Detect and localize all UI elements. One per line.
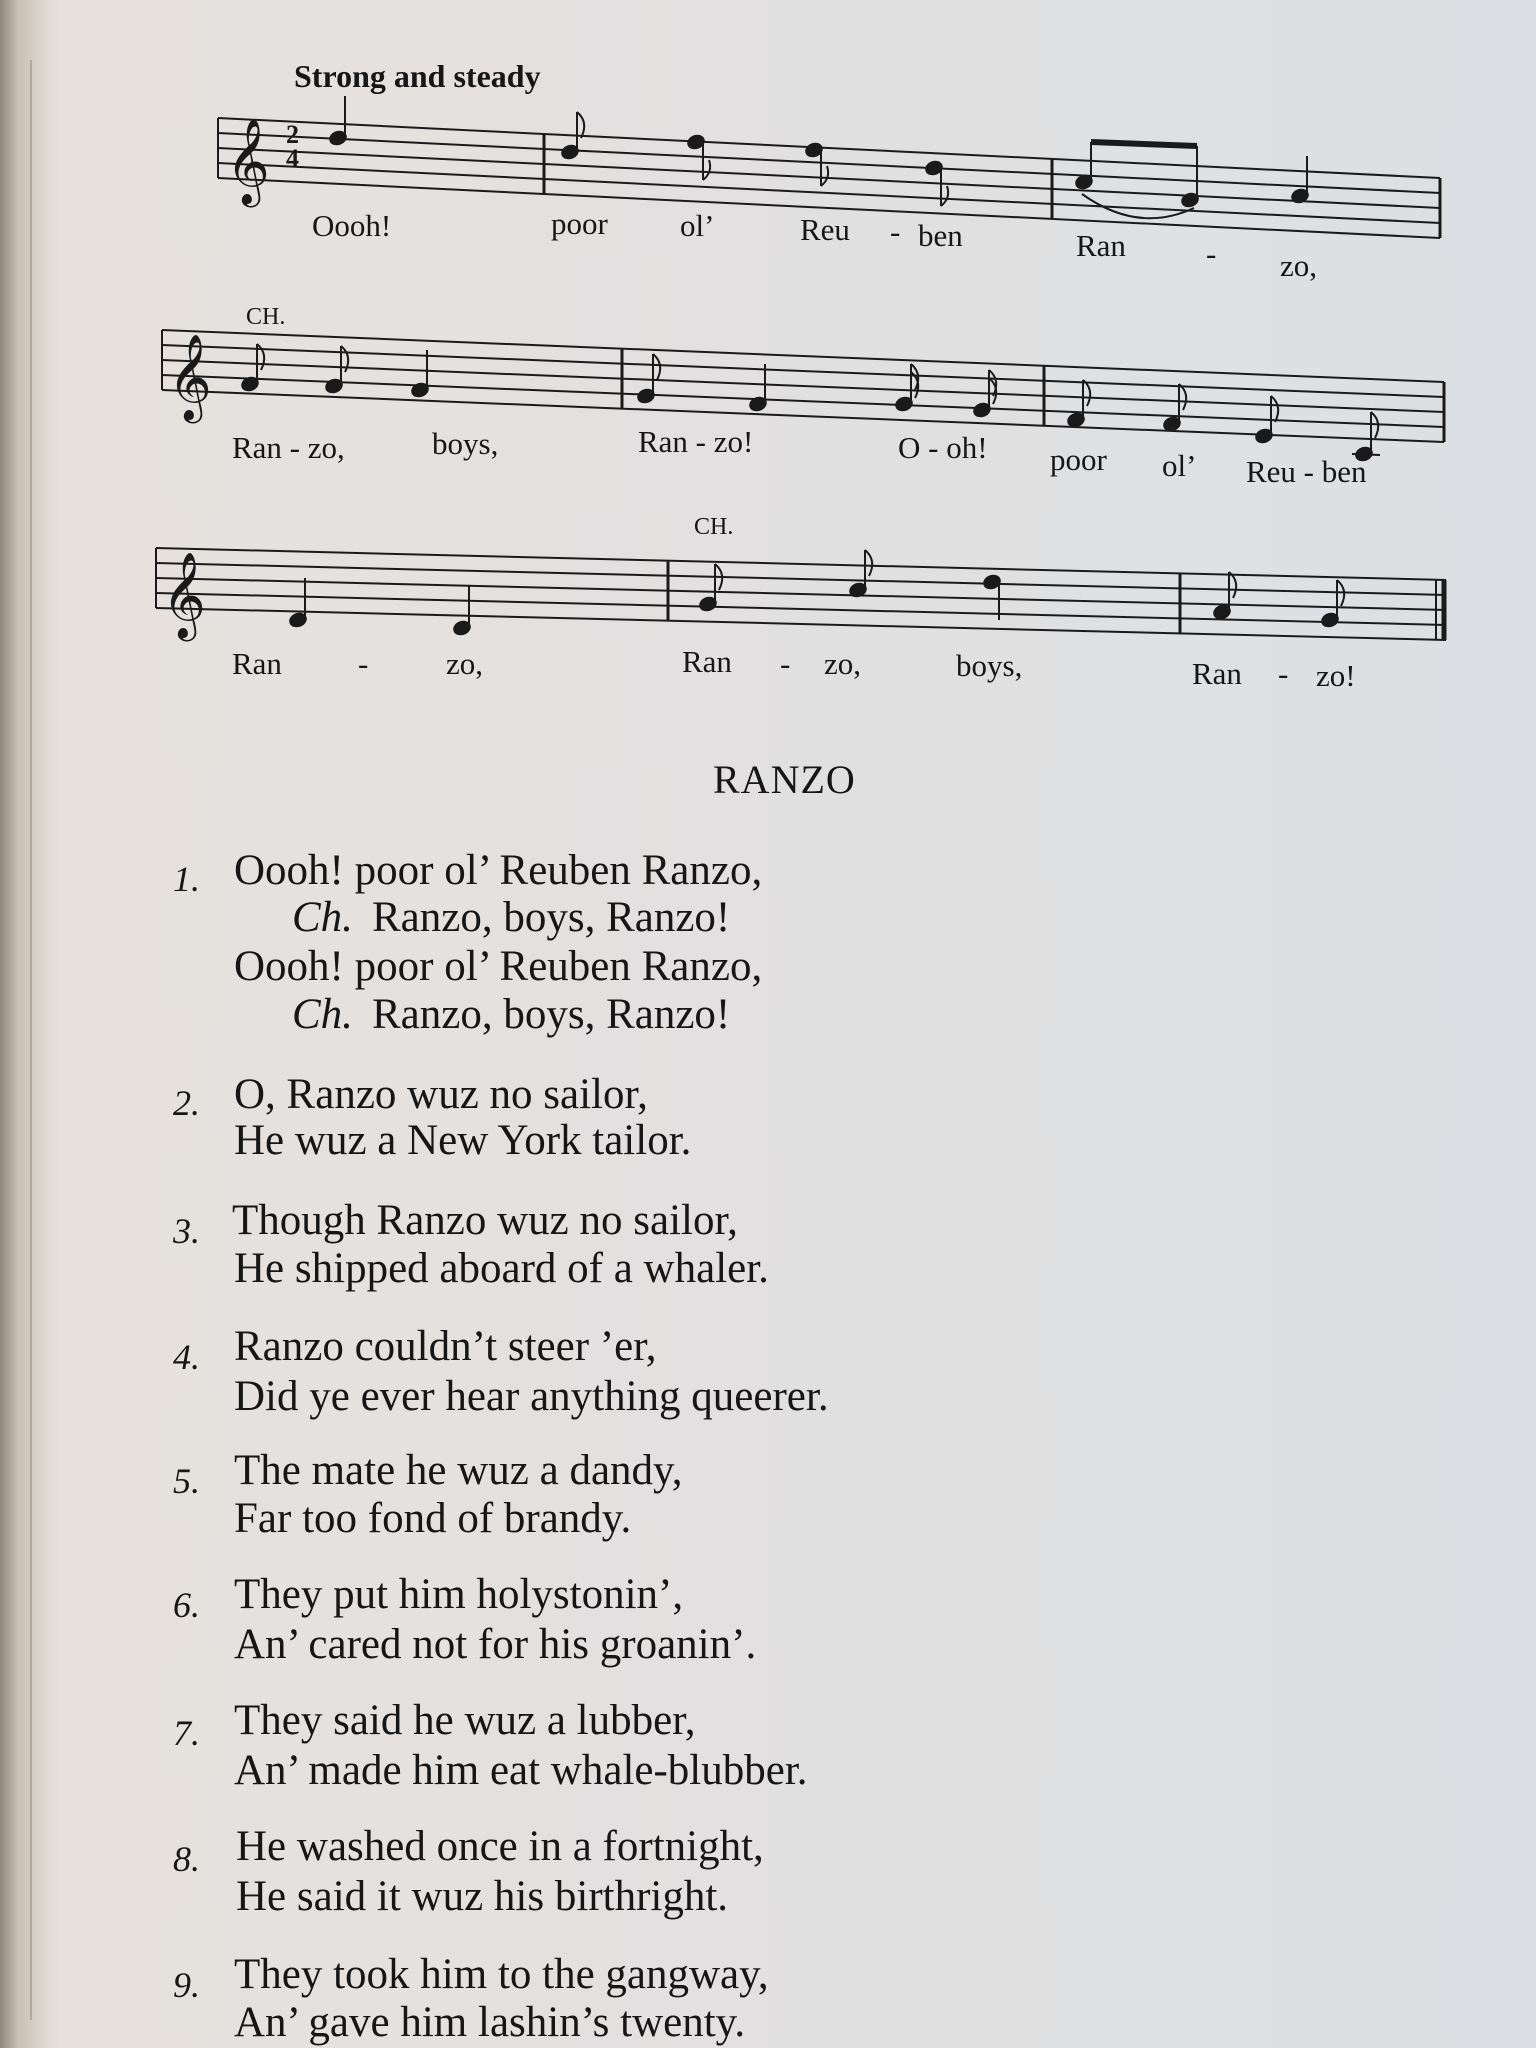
lyric-syllable: ol’ [680, 208, 715, 243]
lyric-syllable: zo, [446, 646, 484, 681]
lyric-syllable: ol’ [1162, 448, 1197, 483]
lyric-syllable: - [780, 646, 791, 681]
treble-clef-icon: 𝄞 [168, 334, 212, 420]
verse-line: Did ye ever hear anything queerer. [234, 1373, 829, 1420]
verse-number: 4. [173, 1337, 200, 1377]
verse-number: 5. [173, 1461, 200, 1501]
verse-line: He said it wuz his birthright. [236, 1873, 729, 1920]
verse-line: Though Ranzo wuz no sailor, [232, 1197, 738, 1244]
lyric-syllable: zo, [824, 646, 862, 681]
verse-line: O, Ranzo wuz no sailor, [234, 1071, 648, 1118]
lyric-syllable: zo! [1316, 658, 1356, 693]
verse-line: They put him holystonin’, [234, 1571, 684, 1618]
lyric-syllable: poor [551, 206, 608, 241]
verse-number: 7. [173, 1713, 200, 1753]
chorus-prefix [292, 893, 353, 942]
verse-number: 6. [173, 1585, 200, 1625]
tempo-marking: Strong and steady [294, 58, 541, 94]
treble-clef-icon: 𝄞 [226, 118, 270, 204]
lyric-syllable: - [358, 646, 369, 681]
chorus-mark: CH. [694, 514, 734, 540]
time-signature-top: 2 [286, 120, 299, 149]
lyric-syllable: Ran - zo, [232, 430, 345, 465]
lyric-syllable: Ran - zo! [638, 424, 754, 459]
lyric-syllable: boys, [956, 648, 1023, 683]
verse-line: They said he wuz a lubber, [234, 1697, 696, 1744]
lyric-syllable: - [1206, 236, 1217, 271]
treble-clef-icon: 𝄞 [162, 552, 206, 638]
lyric-syllable: Ran [232, 646, 282, 681]
verse-line: He wuz a New York tailor. [234, 1117, 692, 1164]
lyric-syllable: Oooh! [312, 208, 392, 243]
lyric-syllable: zo, [1280, 248, 1318, 283]
lyric-syllable: - [890, 214, 901, 249]
verse-line: Oooh! poor ol’ Reuben Ranzo, [234, 847, 763, 894]
verse-line: He shipped aboard of a whaler. [234, 1245, 769, 1292]
lyric-syllable: Ran [1076, 228, 1126, 263]
verse-number: 8. [173, 1839, 200, 1879]
verse-number: 3. [173, 1211, 200, 1251]
verse-number: 2. [173, 1083, 200, 1123]
staff-3 [0, 0, 1536, 700]
time-signature-bottom: 4 [286, 144, 299, 173]
verse-number: 1. [173, 859, 200, 899]
verse-line: Oooh! poor ol’ Reuben Ranzo, [234, 943, 763, 990]
chorus-prefix-label: Ch. [292, 894, 353, 941]
lyric-syllable: Ran [682, 644, 732, 679]
lyric-syllable: - [1278, 656, 1289, 691]
verse-line: He washed once in a fortnight, [236, 1823, 764, 1870]
lyric-syllable: boys, [432, 426, 499, 461]
lyric-syllable: Ran [1192, 656, 1242, 691]
verse-line: An’ gave him lashin’s twenty. [234, 1999, 746, 2046]
chorus-prefix [292, 990, 353, 1039]
chorus-prefix-label: Ch. [292, 991, 353, 1038]
verse-number: 9. [173, 1965, 200, 2005]
verse-line: An’ cared not for his groanin’. [234, 1621, 757, 1668]
lyric-syllable: O - oh! [898, 430, 988, 465]
lyric-syllable: ben [918, 218, 963, 253]
verse-line: Ranzo, boys, Ranzo! [372, 991, 731, 1038]
verse-line: The mate he wuz a dandy, [234, 1447, 683, 1494]
lyric-syllable: Reu [800, 212, 850, 247]
lyric-syllable: Reu - ben [1246, 454, 1367, 489]
lyric-syllable: poor [1050, 442, 1107, 477]
verse-line: Far too fond of brandy. [234, 1495, 632, 1542]
verse-line: Ranzo couldn’t steer ’er, [234, 1323, 657, 1370]
song-title: RANZO [713, 757, 856, 802]
verse-line: An’ made him eat whale-blubber. [234, 1747, 808, 1794]
verse-line: Ranzo, boys, Ranzo! [372, 894, 731, 941]
chorus-mark: CH. [246, 304, 286, 330]
verse-line: They took him to the gangway, [234, 1951, 769, 1998]
